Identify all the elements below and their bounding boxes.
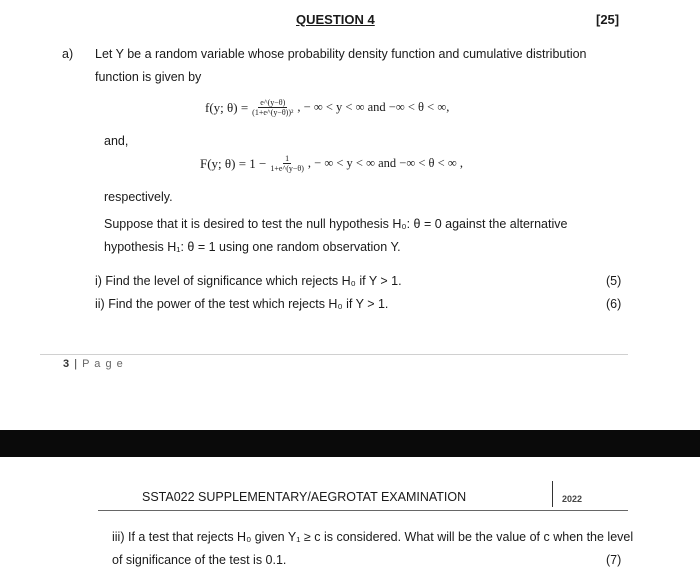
pdf-lhs: f(y; θ) = <box>205 99 249 115</box>
pdf-denominator: (1+e^(y−θ))² <box>252 108 294 117</box>
cdf-lhs: F(y; θ) = 1 − <box>200 155 267 171</box>
suppose-line-2: hypothesis H₁: θ = 1 using one random observation Y. <box>104 240 401 254</box>
page-word: P a g e <box>82 358 124 370</box>
and-text: and, <box>104 134 129 148</box>
intro-line-2: function is given by <box>95 70 202 84</box>
cdf-numerator: 1 <box>285 154 290 163</box>
page-number-footer <box>63 358 124 370</box>
pdf-numerator: e^(y−θ) <box>260 98 286 107</box>
item-iii-line-1: iii) If a test that rejects H₀ given Y₁ ≥ c is considered. What will be the value of c when the level <box>112 530 634 544</box>
question-title: QUESTION 4 <box>296 12 375 27</box>
part-a-label: a) <box>62 47 74 61</box>
item-iii-line-2: of significance of the test is 0.1. <box>112 553 287 567</box>
header-rule <box>98 510 628 511</box>
page-gap <box>0 430 700 457</box>
exam-header: SSTA022 SUPPLEMENTARY/AEGROTAT EXAMINATION <box>142 490 467 504</box>
item-i-text: i) Find the level of significance which rejects H₀ if Y > 1. <box>95 274 402 288</box>
footer-divider <box>40 354 628 355</box>
respectively-text: respectively. <box>104 190 173 204</box>
item-i-marks: (5) <box>606 274 622 288</box>
cdf-domain: , − ∞ < y < ∞ and −∞ < θ < ∞ , <box>307 156 463 170</box>
page-separator: | <box>74 358 79 370</box>
header-separator <box>552 481 553 507</box>
cdf-denominator: 1+e^(y−θ) <box>270 164 304 173</box>
suppose-line-1: Suppose that it is desired to test the null hypothesis H₀: θ = 0 against the alternative <box>104 217 568 231</box>
pdf-fraction <box>250 98 295 117</box>
item-iii-marks: (7) <box>606 553 622 567</box>
item-ii-marks: (6) <box>606 297 622 311</box>
intro-line-1: Let Y be a random variable whose probability density function and cumulative distribution <box>95 47 587 61</box>
cdf-formula <box>200 154 463 173</box>
pdf-domain: , − ∞ < y < ∞ and −∞ < θ < ∞, <box>297 100 450 114</box>
exam-year: 2022 <box>562 494 583 504</box>
page-number: 3 <box>63 358 71 370</box>
cdf-fraction <box>268 154 306 173</box>
total-marks: [25] <box>596 12 620 27</box>
next-page <box>0 457 700 575</box>
item-ii-text: ii) Find the power of the test which rejects H₀ if Y > 1. <box>95 297 389 311</box>
pdf-formula <box>205 98 449 117</box>
